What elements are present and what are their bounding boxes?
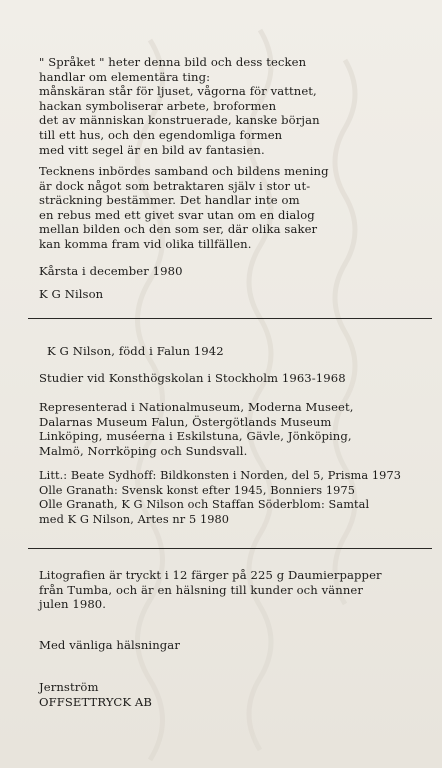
text-line: är dock något som betraktaren själv i stor ut-	[39, 178, 311, 193]
bio-literature	[39, 469, 401, 527]
bio-represented	[39, 400, 354, 458]
text-line: Malmö, Norrköping och Sundsvall.	[39, 443, 248, 458]
signature-name	[39, 287, 103, 302]
text-line: Olle Granath: Svensk konst efter 1945, Bonniers 1975	[39, 483, 356, 497]
place-date-text: Kårsta i december 1980	[39, 264, 183, 278]
print-note	[39, 568, 382, 612]
bio-studies	[39, 371, 346, 386]
sender	[39, 680, 152, 709]
text-line: Olle Granath, K G Nilson och Staffan Söderblom: Samtal	[39, 498, 370, 512]
text-line: det av människan konstruerade, kanske början	[39, 113, 320, 128]
greeting	[39, 638, 180, 653]
meaning-paragraph	[39, 164, 329, 252]
text-line: kan komma fram vid olika tillfällen.	[39, 236, 252, 251]
poem-paragraph	[39, 55, 320, 157]
text-line: julen 1980.	[39, 597, 107, 612]
bio-born-text: K G Nilson, född i Falun 1942	[47, 344, 224, 358]
bio-born	[47, 344, 224, 359]
divider-top	[28, 318, 432, 319]
place-date	[39, 264, 183, 279]
sender-name: Jernström	[39, 680, 99, 694]
text-line: Representerad i Nationalmuseum, Moderna Museet,	[39, 400, 354, 414]
bio-studies-text: Studier vid Konsthögskolan i Stockholm 1963-1968	[39, 371, 346, 385]
text-line: månskäran står för ljuset, vågorna för vattnet,	[39, 84, 317, 99]
text-line: handlar om elementära ting:	[39, 69, 211, 84]
greeting-text: Med vänliga hälsningar	[39, 638, 180, 652]
text-line: Litt.: Beate Sydhoff: Bildkonsten i Norden, del 5, Prisma 1973	[39, 469, 402, 482]
text-line: Linköping, muséerna i Eskilstuna, Gävle, Jönköping,	[39, 429, 352, 444]
text-line: Tecknens inbördes samband och bildens mening	[39, 164, 329, 178]
text-line: en rebus med ett givet svar utan om en dialog	[39, 207, 315, 222]
text-line: mellan bilden och den som ser, där olika saker	[39, 222, 318, 237]
text-line: sträckning bestämmer. Det handlar inte om	[39, 193, 300, 208]
text-line: hackan symboliserar arbete, broformen	[39, 98, 277, 113]
divider-bottom	[28, 548, 432, 549]
text-line: Litografien är tryckt i 12 färger på 225 g Daumierpapper	[39, 568, 382, 582]
sender-company: OFFSETTRYCK AB	[39, 694, 153, 709]
text-line: " Språket " heter denna bild och dess tecken	[39, 55, 307, 69]
signature-name-text: K G Nilson	[39, 287, 104, 301]
text-line: med vitt segel är en bild av fantasien.	[39, 142, 265, 157]
text-line: Dalarnas Museum Falun, Östergötlands Museum	[39, 414, 332, 429]
text-line: från Tumba, och är en hälsning till kunder och vänner	[39, 582, 364, 597]
text-line: till ett hus, och den egendomliga formen	[39, 127, 283, 142]
text-line: med K G Nilson, Artes nr 5 1980	[39, 512, 230, 526]
